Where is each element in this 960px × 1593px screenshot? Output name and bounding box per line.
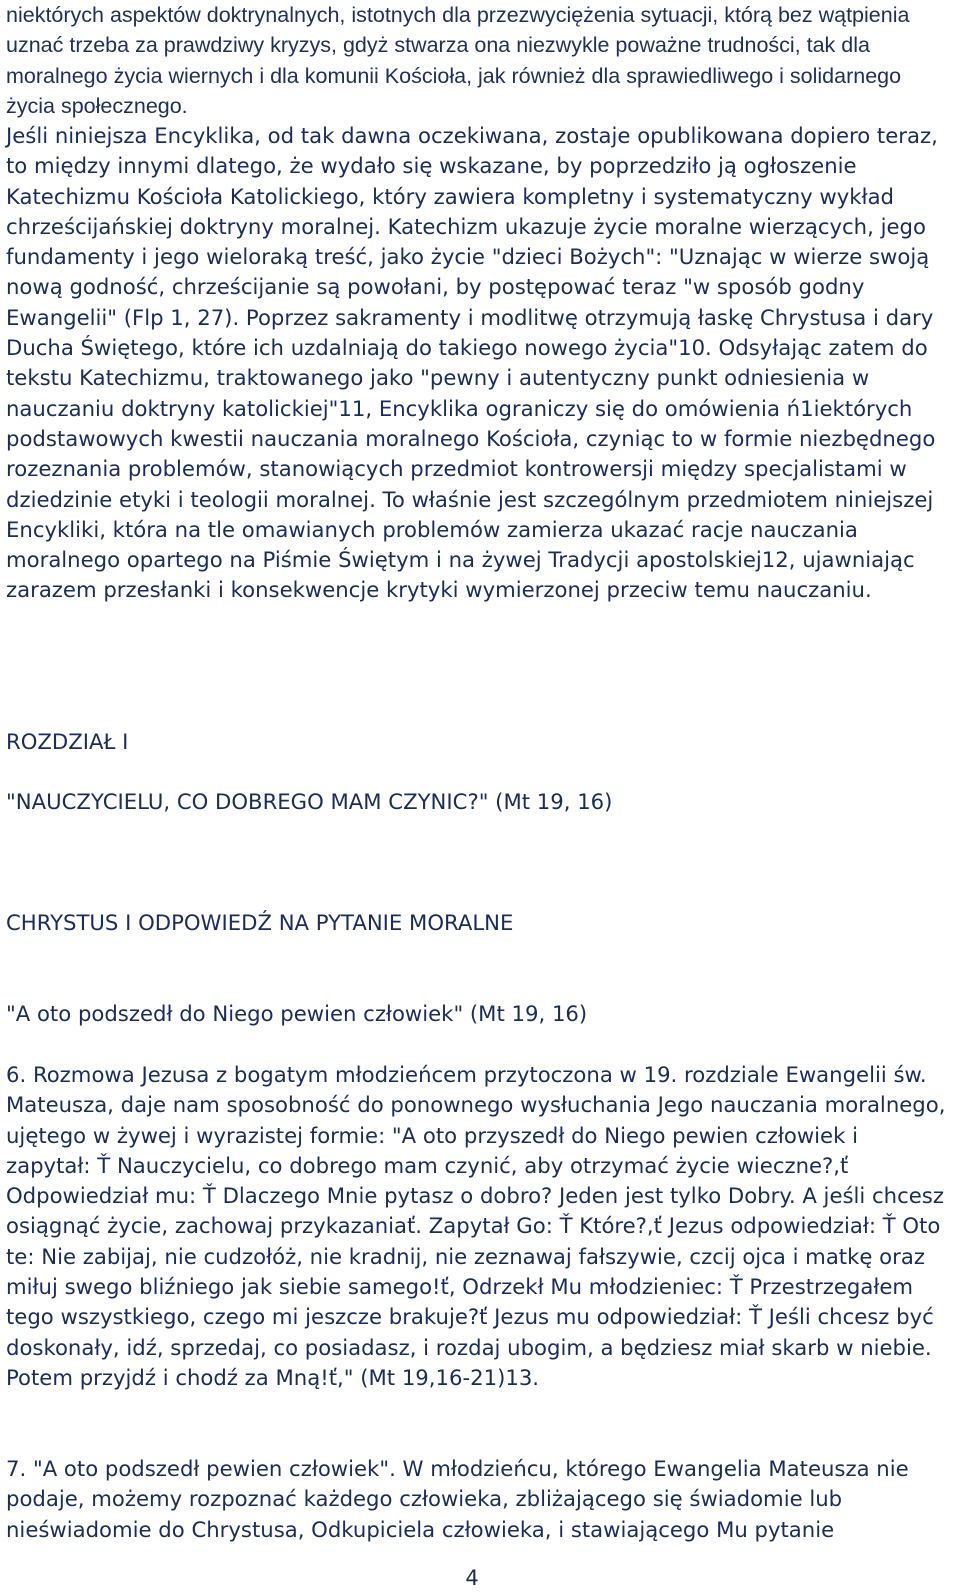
paragraph-encyclical-purpose: Jeśli niniejsza Encyklika, od tak dawna oczekiwana, zostaje opublikowana dopiero teraz, to między innymi dlatego, że wydało się wskazane, by poprzedziło ją ogłoszenie Katechizmu Kościoła Katolickiego, który zawiera kompletny i systematyczny wykład chrześcijańskiej doktryny moralnej. Katechizm ukazuje życie moralne wierzących, jego fundamenty i jego wieloraką treść, jako życie "dzieci Bożych": "Uznając w wierze swoją nową godność, chrześcijanie są powołani, by postępować teraz "w sposób godny Ewangelii" (Flp 1, 27). Poprzez sakramenty i modlitwę otrzymują łaskę Chrystusa i dary Ducha Świętego, które ich uzdalniają do takiego nowego życia"10. Odsyłając zatem do tekstu Katechizmu, traktowanego jako "pewny i autentyczny punkt odniesienia w nauczaniu doktryny katolickiej"11, Encyklika ograniczy się do omówienia ń1iektórych podstawowych kwestii nauczania moralnego Kościoła, czyniąc to w formie niezbędnego rozeznania problemów, stanowiących przedmiot kontrowersji między specjalistami w dziedzinie etyki i teologii moralnej. To właśnie jest szczególnym przedmiotem niniejszej Encykliki, która na tle omawianych problemów zamierza ukazać racje nauczania moralnego opartego na Piśmie Świętym i na żywej Tradycji apostolskiej12, ujawniając zarazem przesłanki i konsekwencje krytyki wymierzonej przeciw temu nauczaniu.	[6, 123, 938, 603]
section-quote: "A oto podszedł do Niego pewien człowiek" (Mt 19, 16)	[6, 1001, 588, 1026]
chapter-heading: ROZDZIAŁ I	[6, 729, 129, 754]
section-heading: CHRYSTUS I ODPOWIEDŹ NA PYTANIE MORALNE	[6, 910, 514, 935]
paragraph-6: 6. Rozmowa Jezusa z bogatym młodzieńcem przytoczona w 19. rozdziale Ewangelii św. Mateusza, daje nam sposobność do ponownego wysłuchania Jego nauczania moralnego, ujętego w żywej i wyrazistej formie: "A oto przyszedł do Niego pewien człowiek i zapytał: Ť Nauczycielu, co dobrego mam czynić, aby otrzymać życie wieczne?,ť Odpowiedział mu: Ť Dlaczego Mnie pytasz o dobro? Jeden jest tylko Dobry. A jeśli chcesz osiągnąć życie, zachowaj przykazaniať. Zapytał Go: Ť Które?,ť Jezus odpowiedział: Ť Oto te: Nie zabijaj, nie cudzołóż, nie kradnij, nie zeznawaj fałszywie, czcij ojca i matkę oraz miłuj swego bliźniego jak siebie samego!ť, Odrzekł Mu młodzieniec: Ť Przestrzegałem tego wszystkiego, czego mi jeszcze brakuje?ť Jezus mu odpowiedział: Ť Jeśli chcesz być doskonały, idź, sprzedaj, co posiadasz, i rozdaj ubogim, a będziesz miał skarb w niebie. Potem przyjdź i chodź za Mną!ť," (Mt 19,16-21)13.	[6, 1062, 946, 1390]
chapter-title: "NAUCZYCIELU, CO DOBREGO MAM CZYNIC?" (Mt 19, 16)	[6, 789, 613, 814]
paragraph-intro-end: niektórych aspektów doktrynalnych, istotnych dla przezwyciężenia sytuacji, którą bez wątpienia uznać trzeba za prawdziwy kryzys, gdyż stwarza ona niezwykle poważne trudności, tak dla moralnego życia wiernych i dla komunii Kościoła, jak również dla sprawiedliwego i solidarnego życia społecznego.	[6, 3, 910, 118]
page-number: 4	[465, 1566, 479, 1590]
paragraph-7: 7. "A oto podszedł pewien człowiek". W młodzieńcu, którego Ewangelia Mateusza nie podaje, możemy rozpoznać każdego człowieka, zbliżającego się świadomie lub nieświadomie do Chrystusa, Odkupiciela człowieka, i stawiającego Mu pytanie	[6, 1456, 909, 1542]
